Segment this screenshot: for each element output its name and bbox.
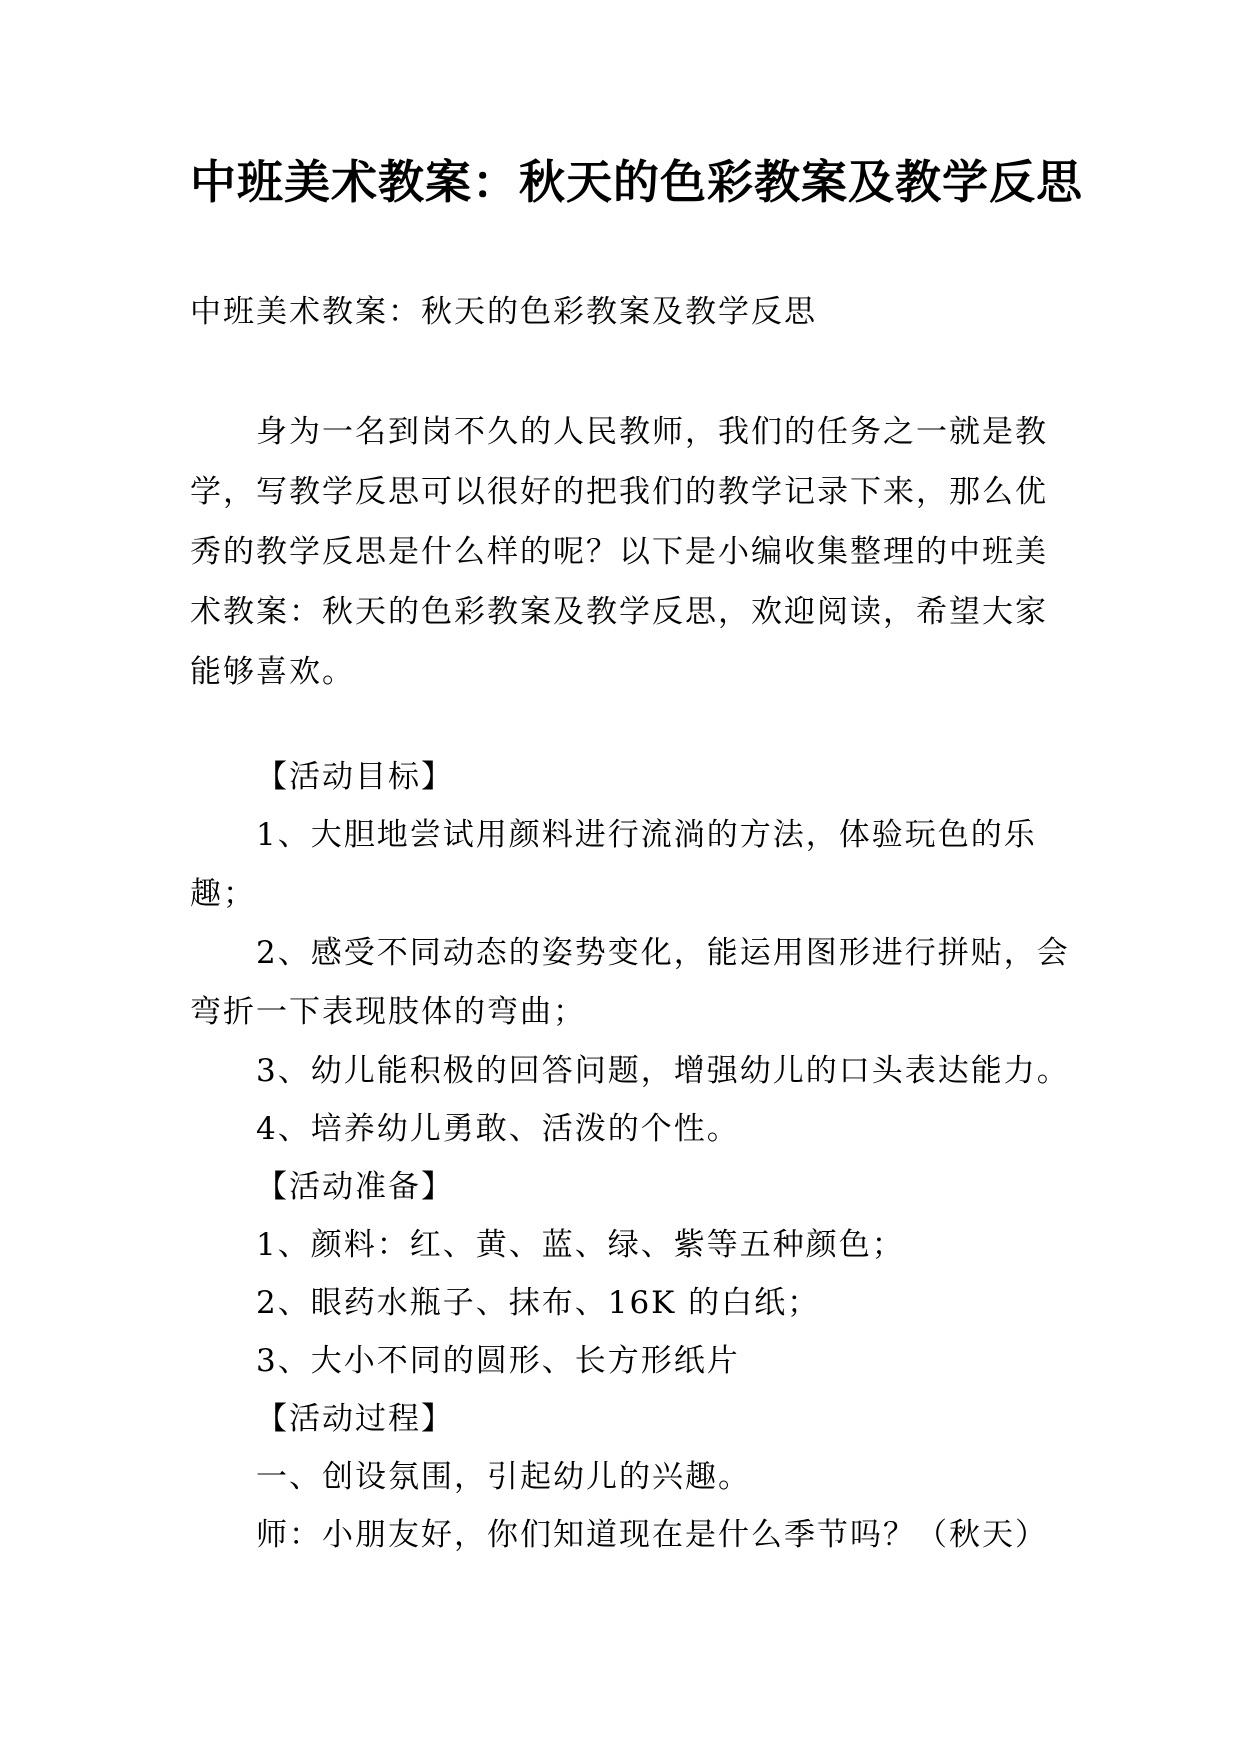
intro-paragraph: 身为一名到岗不久的人民教师，我们的任务之一就是教学，写教学反思可以很好的把我们的教学记录下来，那么优秀的教学反思是什么样的呢？以下是小编收集整理的中班美术教案：秋天的色彩教案及教学反思，欢迎阅读，希望大家能够喜欢。 xyxy=(190,414,1048,690)
process-step-1: 一、创设氛围，引起幼儿的兴趣。 xyxy=(256,1459,751,1495)
prep-item-3: 3、大小不同的圆形、长方形纸片 xyxy=(256,1343,740,1379)
prep-item-1: 1、颜料：红、黄、蓝、绿、紫等五种颜色； xyxy=(256,1227,905,1263)
prep-heading: 【活动准备】 xyxy=(256,1169,454,1205)
process-heading: 【活动过程】 xyxy=(256,1401,454,1437)
goal-heading: 【活动目标】 xyxy=(256,759,454,795)
document-subtitle: 中班美术教案：秋天的色彩教案及教学反思 xyxy=(190,294,817,330)
document-title: 中班美术教案：秋天的色彩教案及教学反思 xyxy=(190,155,1083,209)
prep-item-2: 2、眼药水瓶子、抹布、16K 的白纸； xyxy=(256,1285,821,1321)
goal-item-3: 3、幼儿能积极的回答问题，增强幼儿的口头表达能力。 xyxy=(256,1053,1070,1089)
process-dialogue-1: 师：小朋友好，你们知道现在是什么季节吗？（秋天） xyxy=(256,1517,1048,1553)
goal-item-1: 1、大胆地尝试用颜料进行流淌的方法，体验玩色的乐趣； xyxy=(190,817,1037,912)
goal-item-4: 4、培养幼儿勇敢、活泼的个性。 xyxy=(256,1111,740,1147)
lesson-body xyxy=(190,748,1070,1564)
goal-item-2: 2、感受不同动态的姿势变化，能运用图形进行拼贴，会弯折一下表现肢体的弯曲； xyxy=(190,935,1070,1030)
